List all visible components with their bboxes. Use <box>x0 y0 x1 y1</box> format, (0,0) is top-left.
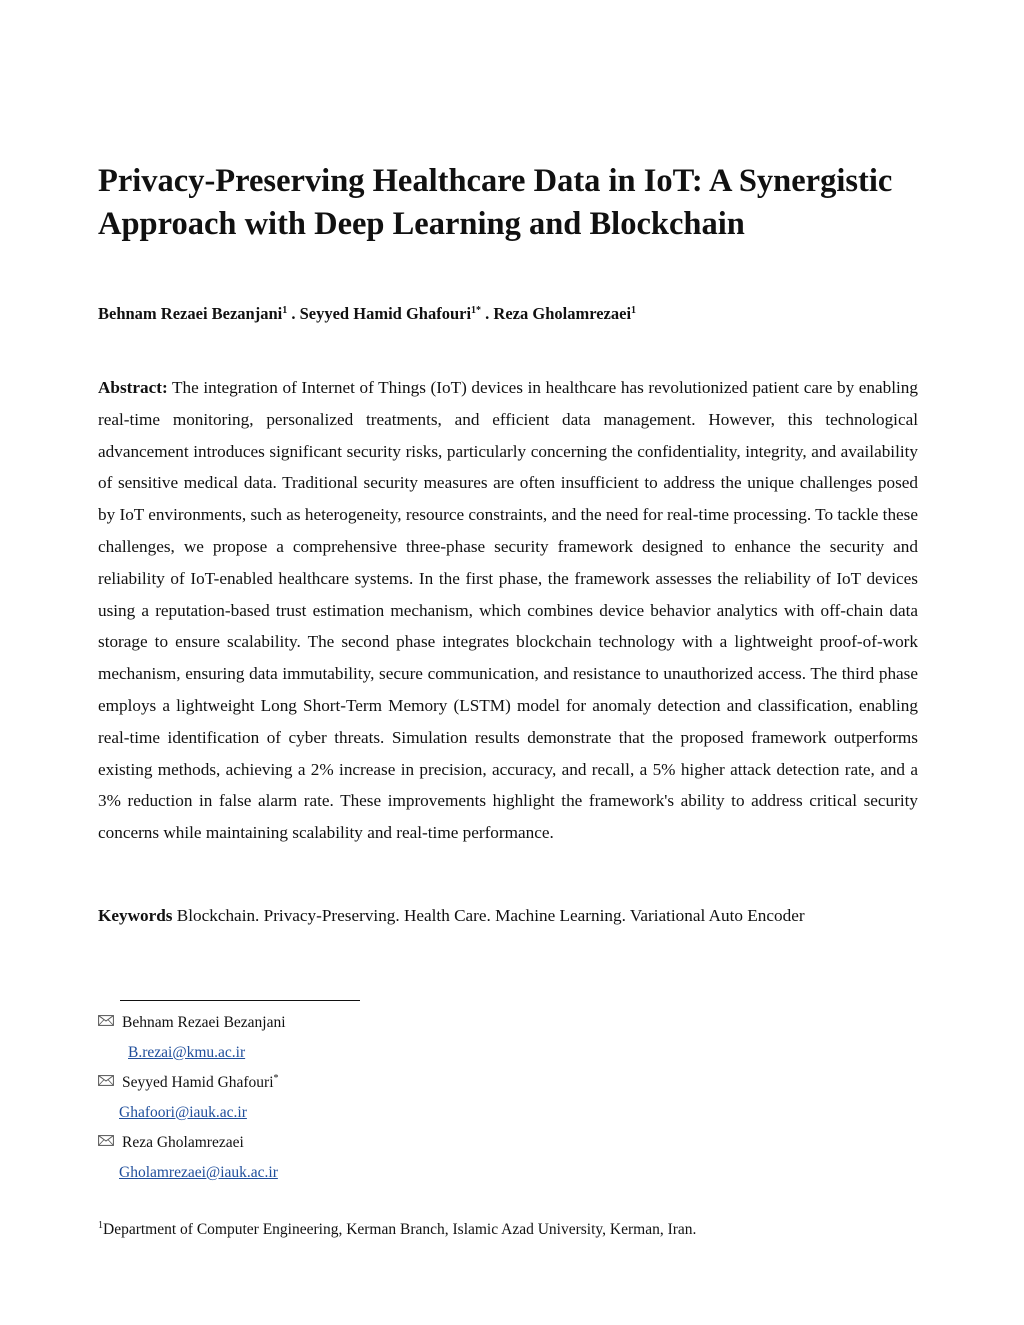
email-link-author-1[interactable]: B.rezai@kmu.ac.ir <box>128 1044 246 1061</box>
footnote-author-3 <box>98 1132 244 1154</box>
corresponding-author-mark: * <box>273 1073 279 1084</box>
affiliation-mark: 1 <box>98 1220 103 1231</box>
footnote-rule <box>120 1000 360 1001</box>
keywords-text: Blockchain. Privacy-Preserving. Health Care. Machine Learning. Variational Auto Encoder <box>172 906 805 925</box>
envelope-icon <box>98 1015 114 1026</box>
footnote-author-name: Behnam Rezaei Bezanjani <box>122 1014 286 1031</box>
author-list <box>98 302 918 326</box>
keywords-label: Keywords <box>98 906 173 925</box>
author-1-name: Behnam Rezaei Bezanjani <box>98 304 283 323</box>
author-2-name: Seyyed Hamid Ghafouri <box>299 304 472 323</box>
author-separator: . <box>287 304 300 323</box>
abstract-text: The integration of Internet of Things (IoT) devices in healthcare has revolutionized patient care by enabling real-time monitoring, personalized treatments, and efficient data management. However, this technological advancement introduces significant security risks, particularly concerning the confidentiality, integrity, and availability of sensitive medical data. Traditional security measures are often insufficient to address the unique challenges posed by IoT environments, such as heterogeneity, resource constraints, and the need for real-time processing. To tackle these challenges, we propose a comprehensive three-phase security framework designed to enhance the security and reliability of IoT-enabled healthcare systems. In the first phase, the framework assesses the reliability of IoT devices using a reputation-based trust estimation mechanism, which combines device behavior analytics with off-chain data storage to ensure scalability. The second phase integrates blockchain technology with a lightweight proof-of-work mechanism, ensuring data immutability, secure communication, and resistance to unauthorized access. The third phase employs a lightweight Long Short-Term Memory (LSTM) model for anomaly detection and classification, enabling real-time identification of cyber threats. Simulation results demonstrate that the proposed framework outperforms existing methods, achieving a 2% increase in precision, accuracy, and recall, a 5% higher attack detection rate, and a 3% reduction in false alarm rate. These improvements highlight the framework's ability to address critical security concerns while maintaining scalability and real-time performance. <box>98 378 918 843</box>
author-3-affil-mark: 1 <box>631 305 637 316</box>
paper-title <box>98 160 928 246</box>
email-link-author-3[interactable]: Gholamrezaei@iauk.ac.ir <box>119 1164 278 1181</box>
email-link-author-2[interactable]: Ghafoori@iauk.ac.ir <box>119 1104 247 1121</box>
footnote-author-name: Reza Gholamrezaei <box>122 1134 244 1151</box>
title-line-2: Approach with Deep Learning and Blockchain <box>98 206 745 242</box>
author-3-name: Reza Gholamrezaei <box>493 304 632 323</box>
envelope-icon <box>98 1075 114 1086</box>
author-1-affil-mark: 1 <box>282 305 288 316</box>
abstract-label: Abstract: <box>98 378 168 397</box>
keywords <box>98 902 918 930</box>
envelope-icon <box>98 1135 114 1146</box>
abstract <box>98 372 918 849</box>
affiliation-text: Department of Computer Engineering, Kerman Branch, Islamic Azad University, Kerman, Iran. <box>103 1221 697 1238</box>
affiliation <box>98 1219 696 1241</box>
footnote-author-1 <box>98 1012 286 1034</box>
footnote-author-2 <box>98 1072 279 1094</box>
author-2-affil-mark: 1* <box>471 305 482 316</box>
footnote-author-name: Seyyed Hamid Ghafouri <box>122 1074 274 1091</box>
paper-page <box>98 0 918 1325</box>
author-separator: . <box>481 304 494 323</box>
title-line-1: Privacy-Preserving Healthcare Data in IoT: A Synergistic <box>98 163 893 199</box>
